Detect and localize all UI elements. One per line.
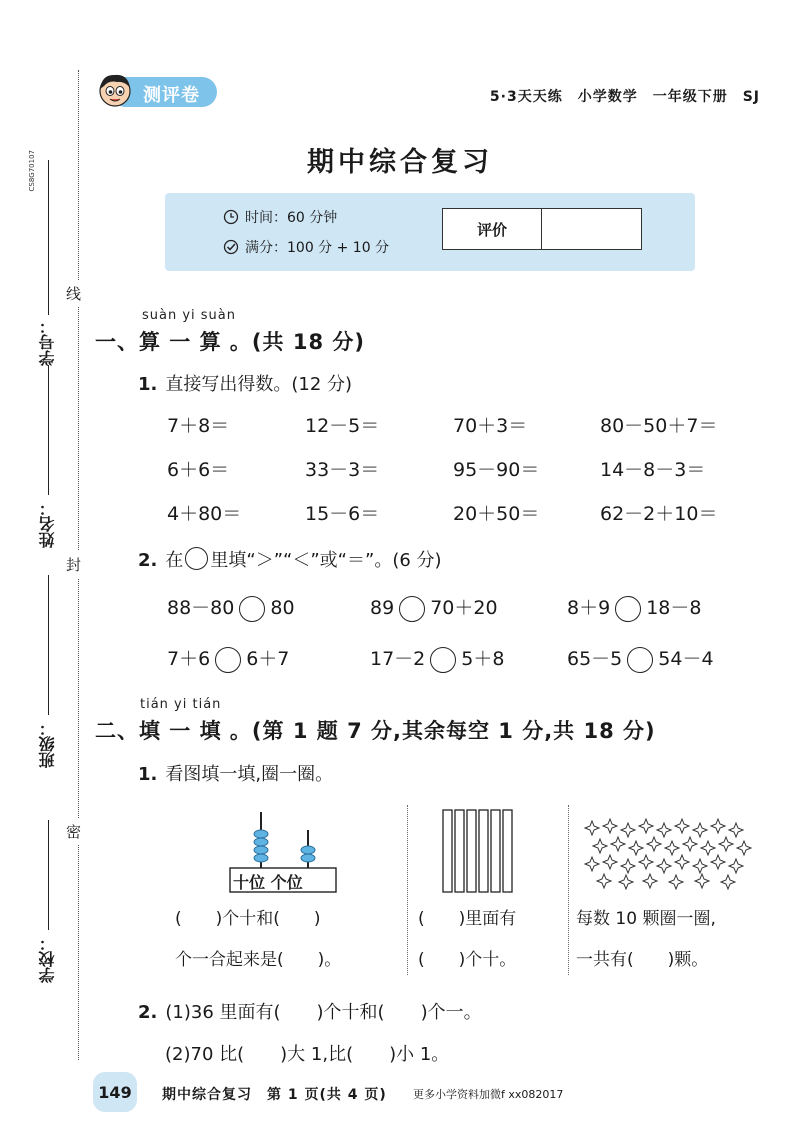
evaluation-label: 评价: [443, 209, 542, 249]
page-number: 149: [93, 1072, 137, 1112]
section1-heading: 一、算 一 算 。(共 18 分): [95, 330, 365, 354]
s2-q2-number: 2.: [138, 1002, 158, 1023]
compare-item: [167, 593, 295, 622]
compare-left: 89: [370, 597, 395, 619]
compare-item: [567, 593, 701, 622]
binding-code: CS8G70107: [28, 150, 36, 192]
s1-q2-post: 里填“＞”“＜”或“＝”。(6 分): [210, 550, 442, 571]
evaluation-box[interactable]: [442, 208, 642, 250]
compare-left: 88－80: [167, 597, 235, 619]
answer-circle[interactable]: [615, 596, 641, 622]
equation: 6＋6＝: [167, 459, 230, 481]
answer-circle[interactable]: [215, 647, 241, 673]
s1-q2-number: 2.: [138, 550, 158, 571]
compare-item: [167, 644, 289, 673]
answer-circle[interactable]: [239, 596, 265, 622]
checkmark-icon: [223, 239, 239, 255]
score-row: [223, 237, 389, 257]
cell-divider: [568, 805, 569, 975]
xuexiao-underline: [48, 820, 49, 930]
xuehao-underline: [48, 160, 49, 315]
abacus-label: 十位 个位: [233, 873, 303, 892]
s2-q1-number: 1.: [138, 764, 158, 785]
s2-q1: [138, 760, 333, 786]
s2-q2-line1: (1)36 里面有( )个十和( )个一。: [165, 1002, 482, 1023]
equation: 4＋80＝: [167, 503, 242, 525]
cell1-line2: 个一合起来是( )。: [175, 950, 342, 970]
compare-item: [370, 593, 498, 622]
time-text: 时间：60 分钟: [245, 210, 338, 226]
cell2-line1: ( )里面有: [418, 909, 517, 929]
footer-text: 期中综合复习 第 1 页(共 4 页): [162, 1087, 387, 1103]
time-row: [223, 207, 337, 227]
badge: [95, 70, 219, 112]
banji-underline: [48, 575, 49, 715]
score-text: 满分：100 分 + 10 分: [245, 240, 390, 256]
cell3-line2: 一共有( )颗。: [576, 950, 709, 970]
field-xuexiao: 学校：: [38, 935, 57, 983]
field-banji: 班级：: [38, 720, 57, 768]
compare-right: 70＋20: [430, 597, 498, 619]
cell1-line1: ( )个十和( ): [175, 909, 321, 929]
compare-left: 65－5: [567, 648, 623, 670]
equation: 62－2＋10＝: [600, 503, 718, 525]
cell2-line2: ( )个十。: [418, 950, 517, 970]
binding-char-mi: 密: [66, 818, 81, 845]
equation: 15－6＝: [305, 503, 380, 525]
equation: 80－50＋7＝: [600, 415, 718, 437]
s1-q1-number: 1.: [138, 374, 158, 395]
compare-right: 18－8: [646, 597, 702, 619]
s2-q1-text: 看图填一填,圈一圈。: [165, 764, 334, 785]
answer-circle[interactable]: [399, 596, 425, 622]
compare-left: 8＋9: [567, 597, 611, 619]
compare-right: 6＋7: [246, 648, 290, 670]
evaluation-blank[interactable]: [542, 209, 641, 249]
equation: 33－3＝: [305, 459, 380, 481]
equation: 14－8－3＝: [600, 459, 706, 481]
cell-divider: [407, 805, 408, 975]
equation: 20＋50＝: [453, 503, 540, 525]
compare-item: [567, 644, 714, 673]
answer-circle[interactable]: [430, 647, 456, 673]
compare-left: 17－2: [370, 648, 426, 670]
page-title: 期中综合复习: [307, 147, 493, 178]
binding-char-feng: 封: [66, 551, 81, 578]
compare-right: 80: [270, 597, 295, 619]
badge-label: 测评卷: [143, 85, 200, 106]
field-xingming: 姓名：: [38, 500, 57, 548]
cell3-line1: 每数 10 颗圈一圈,: [576, 909, 716, 929]
compare-left: 7＋6: [167, 648, 211, 670]
s1-q1-text: 直接写出得数。(12 分): [165, 374, 353, 395]
xingming-underline: [48, 365, 49, 495]
equation: 95－90＝: [453, 459, 540, 481]
compare-right: 5＋8: [461, 648, 505, 670]
info-box: [165, 193, 695, 271]
section2-pinyin: tián yi tián: [140, 697, 222, 712]
s1-q2-pre: 在: [165, 550, 184, 571]
s1-q1: [138, 370, 352, 396]
s2-q2-line2: (2)70 比( )大 1,比( )小 1。: [165, 1044, 450, 1065]
equation: 70＋3＝: [453, 415, 528, 437]
circle-icon: [185, 547, 208, 570]
series-label: 5·3天天练 小学数学 一年级下册 SJ: [489, 89, 760, 105]
equation: 12－5＝: [305, 415, 380, 437]
binding-char-xian: 线: [66, 280, 81, 307]
answer-circle[interactable]: [627, 647, 653, 673]
stick-bundle-icon: [440, 808, 516, 894]
cartoon-boy-icon: [95, 70, 135, 110]
section1-pinyin: suàn yi suàn: [142, 308, 237, 323]
field-xuehao: 学号：: [38, 318, 57, 366]
compare-item: [370, 644, 504, 673]
compare-right: 54－4: [658, 648, 714, 670]
equation: 7＋8＝: [167, 415, 230, 437]
stars-icon: [580, 818, 758, 890]
s2-q2: [138, 998, 482, 1024]
clock-icon: [223, 209, 239, 225]
footer-note: 更多小学资料加微f xx082017: [413, 1088, 564, 1101]
s1-q2: [138, 546, 442, 572]
section2-heading: 二、填 一 填 。(第 1 题 7 分,其余每空 1 分,共 18 分): [95, 719, 656, 743]
